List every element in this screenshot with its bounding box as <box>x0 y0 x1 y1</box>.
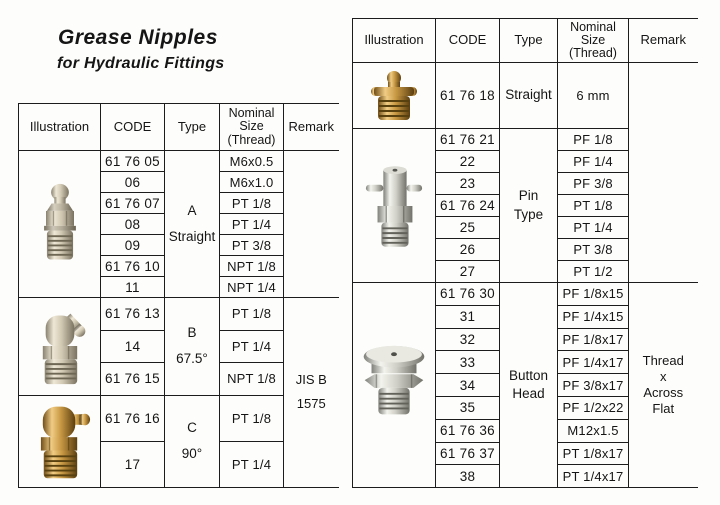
size-cell: PF 1/4 <box>558 151 629 173</box>
column-header-illustration: Illustration <box>19 104 101 151</box>
remark-cell <box>629 63 698 283</box>
code-cell: 61 76 07 <box>101 193 165 214</box>
code-cell: 11 <box>101 277 165 298</box>
size-cell: PT 1/2 <box>558 261 629 283</box>
code-cell: 61 76 24 <box>436 195 500 217</box>
size-cell: PT 1/4 <box>220 330 284 363</box>
size-cell: M12x1.5 <box>558 419 629 442</box>
size-cell: PT 1/8x17 <box>558 442 629 465</box>
angled-67-grease-nipple-photo <box>19 298 101 396</box>
code-cell: 32 <box>436 328 500 351</box>
code-cell: 06 <box>101 172 165 193</box>
code-cell: 31 <box>436 305 500 328</box>
remark-cell: Thread x Across Flat <box>629 283 698 488</box>
column-header-nominal-size: Nominal Size (Thread) <box>558 19 629 63</box>
column-header-code: CODE <box>101 104 165 151</box>
size-cell: PT 1/4 <box>220 441 284 487</box>
size-cell: PF 1/4x15 <box>558 305 629 328</box>
code-cell: 34 <box>436 374 500 397</box>
size-cell: M6x0.5 <box>220 151 284 172</box>
code-cell: 35 <box>436 396 500 419</box>
column-header-type: Type <box>165 104 220 151</box>
code-cell: 25 <box>436 217 500 239</box>
code-cell: 61 76 13 <box>101 298 165 331</box>
size-cell: PT 1/4x17 <box>558 465 629 488</box>
column-header-type: Type <box>500 19 558 63</box>
pin-type-grease-nipple-photo <box>353 129 436 283</box>
straight-brass-grease-nipple-photo <box>353 63 436 129</box>
size-cell: PT 1/8 <box>558 195 629 217</box>
code-cell: 61 76 10 <box>101 256 165 277</box>
remark-cell <box>284 151 339 298</box>
code-cell: 26 <box>436 239 500 261</box>
size-cell: PT 3/8 <box>220 235 284 256</box>
size-cell: PT 1/8 <box>220 395 284 441</box>
column-header-remark: Remark <box>629 19 698 63</box>
code-cell: 61 76 37 <box>436 442 500 465</box>
type-cell: Straight <box>500 63 558 129</box>
code-cell: 33 <box>436 351 500 374</box>
size-cell: PF 1/8x15 <box>558 283 629 306</box>
code-cell: 61 76 21 <box>436 129 500 151</box>
right-fittings-table <box>352 18 698 488</box>
size-cell: NPT 1/8 <box>220 363 284 396</box>
code-cell: 27 <box>436 261 500 283</box>
size-cell: NPT 1/8 <box>220 256 284 277</box>
column-header-remark: Remark <box>284 104 339 151</box>
code-cell: 14 <box>101 330 165 363</box>
size-cell: PF 1/2x22 <box>558 396 629 419</box>
size-cell: PT 1/8 <box>220 298 284 331</box>
page-title: Grease Nipples <box>58 26 218 49</box>
size-cell: PF 1/8x17 <box>558 328 629 351</box>
size-cell: PF 3/8 <box>558 173 629 195</box>
code-cell: 61 76 05 <box>101 151 165 172</box>
column-header-illustration: Illustration <box>353 19 436 63</box>
code-cell: 38 <box>436 465 500 488</box>
type-cell: C 90° <box>165 395 220 487</box>
type-cell: B 67.5° <box>165 298 220 396</box>
code-cell: 61 76 30 <box>436 283 500 306</box>
size-cell: PT 1/4 <box>558 217 629 239</box>
size-cell: PT 1/4 <box>220 214 284 235</box>
size-cell: M6x1.0 <box>220 172 284 193</box>
code-cell: 61 76 16 <box>101 395 165 441</box>
button-head-grease-nipple-photo <box>353 283 436 488</box>
column-header-nominal-size: Nominal Size (Thread) <box>220 104 284 151</box>
code-cell: 61 76 15 <box>101 363 165 396</box>
size-cell: 6 mm <box>558 63 629 129</box>
left-fittings-table <box>18 103 339 488</box>
type-cell: Pin Type <box>500 129 558 283</box>
code-cell: 61 76 18 <box>436 63 500 129</box>
angled-90-grease-nipple-photo <box>19 395 101 487</box>
code-cell: 23 <box>436 173 500 195</box>
size-cell: NPT 1/4 <box>220 277 284 298</box>
straight-grease-nipple-photo <box>19 151 101 298</box>
size-cell: PF 3/8x17 <box>558 374 629 397</box>
code-cell: 08 <box>101 214 165 235</box>
code-cell: 17 <box>101 441 165 487</box>
code-cell: 61 76 36 <box>436 419 500 442</box>
page-subtitle: for Hydraulic Fittings <box>57 55 225 72</box>
size-cell: PT 3/8 <box>558 239 629 261</box>
size-cell: PF 1/4x17 <box>558 351 629 374</box>
remark-cell: JIS B 1575 <box>284 298 339 488</box>
code-cell: 22 <box>436 151 500 173</box>
column-header-code: CODE <box>436 19 500 63</box>
type-cell: A Straight <box>165 151 220 298</box>
code-cell: 09 <box>101 235 165 256</box>
size-cell: PT 1/8 <box>220 193 284 214</box>
size-cell: PF 1/8 <box>558 129 629 151</box>
type-cell: Button Head <box>500 283 558 488</box>
